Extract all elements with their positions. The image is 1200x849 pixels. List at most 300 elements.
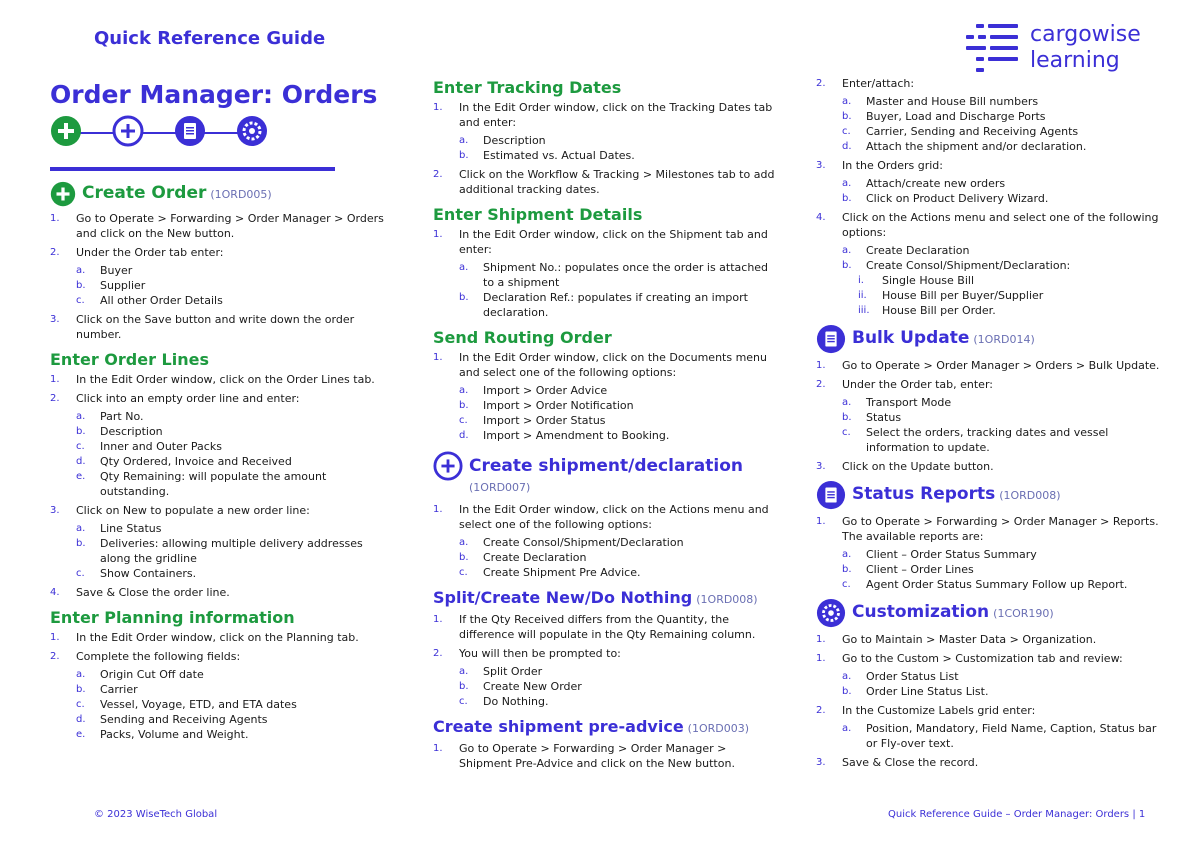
continued-steps [816,76,1161,318]
title-divider [50,167,335,171]
step-text: In the Edit Order window, click on the Tracking Dates tab and enter: [459,101,773,129]
plus-circle-icon [50,181,76,207]
sub-text: Import > Order Status [483,414,606,427]
gear-icon [236,115,268,147]
sub-letter: b. [842,111,852,122]
logo-bars-icon [966,24,1020,76]
sub-item [50,278,395,293]
list-item [433,350,778,443]
sub-list [842,176,1161,206]
custom-steps [816,632,1161,770]
step-text: Under the Order tab, enter: [842,378,993,391]
step-text: Click on the Update button. [842,460,994,473]
sub-sub-text: House Bill per Buyer/Supplier [882,289,1044,302]
step-text: Go to Operate > Order Manager > Orders > Bulk Update. [842,359,1160,372]
sub-list [459,535,778,580]
sub-letter: a. [76,265,86,276]
list-item [433,741,778,771]
sub-item [433,383,778,398]
sub-item [816,577,1161,592]
icon-row [50,115,270,153]
list-item [433,502,778,580]
shipment-details-steps [433,227,778,320]
step-text: In the Edit Order window, click on the Planning tab. [76,631,359,644]
sub-text: Vessel, Voyage, ETD, and ETA dates [100,698,297,711]
sub-item [816,684,1161,699]
sub-text: Qty Remaining: will populate the amount outstanding. [100,470,327,498]
section-code: (1COR190) [993,607,1054,620]
list-item [816,459,1161,474]
sub-list [842,243,1161,318]
section-code: (1ORD008) [999,489,1061,502]
sub-letter: c. [842,126,851,137]
step-text: In the Edit Order window, click on the Documents menu and select one of the following options: [459,351,768,379]
step-text: Save & Close the record. [842,756,979,769]
step-number: 2. [816,379,826,390]
list-item [433,100,778,163]
sub-item [816,176,1161,191]
step-text: Go to the Custom > Customization tab and review: [842,652,1123,665]
sub-text: Order Status List [866,670,959,683]
sub-item [433,694,778,709]
step-text: Click on the Workflow & Tracking > Milestones tab to add additional tracking dates. [459,168,775,196]
sub-text: Position, Mandatory, Field Name, Caption, Status bar or Fly-over text. [866,722,1157,750]
sub-text: Carrier, Sending and Receiving Agents [866,125,1079,138]
step-number: 1. [433,743,443,754]
sub-letter: a. [459,262,469,273]
sub-letter: b. [76,426,86,437]
section-title-text: Status Reports [852,484,996,504]
list-item [50,211,395,241]
sub-item [816,124,1161,139]
sub-letter: c. [76,568,85,579]
step-text: Click on the Actions menu and select one of the following options: [842,211,1159,239]
sub-letter: a. [459,537,469,548]
sub-letter: b. [76,280,86,291]
step-number: 1. [50,374,60,385]
sub-text: Buyer, Load and Discharge Ports [866,110,1046,123]
routing-steps [433,350,778,443]
step-number: 4. [816,212,826,223]
sub-text: Origin Cut Off date [100,668,204,681]
sub-letter: b. [76,538,86,549]
list-item [816,358,1161,373]
list-item [50,503,395,581]
step-number: 4. [50,587,60,598]
step-text: Click on New to populate a new order line: [76,504,310,517]
section-order-lines-title: Enter Order Lines [50,350,209,369]
sub-item [50,712,395,727]
document-icon [816,324,846,354]
sub-item [433,398,778,413]
step-number: 1. [433,614,443,625]
sub-item [433,260,778,290]
section-create-shipment-head [433,451,778,481]
section-title-text: Split/Create New/Do Nothing [433,588,693,607]
sub-sub-item [816,273,1161,288]
sub-letter: e. [76,729,86,740]
sub-item [433,550,778,565]
sub-item [816,721,1161,751]
create-shipment-steps [433,502,778,580]
gear-icon [816,598,846,628]
step-text: Enter/attach: [842,77,915,90]
section-title-text: Customization [852,602,990,622]
sub-list [842,395,1161,455]
step-number: 2. [50,651,60,662]
sub-letter: c. [459,415,468,426]
sub-letter: c. [842,427,851,438]
section-create-order-head [50,181,395,207]
sub-letter: d. [459,430,469,441]
sub-item [816,669,1161,684]
section-status-head [816,480,1161,510]
sub-letter: c. [459,567,468,578]
sub-item [50,697,395,712]
step-text: Click into an empty order line and enter: [76,392,300,405]
sub-text: Split Order [483,665,543,678]
sub-letter: a. [459,666,469,677]
step-text: In the Edit Order window, click on the Order Lines tab. [76,373,375,386]
sub-list [76,409,395,499]
sub-text: Status [866,411,902,424]
sub-item [50,454,395,469]
planning-steps [50,630,395,742]
sub-text: Deliveries: allowing multiple delivery addresses along the gridline [100,537,363,565]
order-lines-steps [50,372,395,600]
step-number: 1. [433,352,443,363]
step-text: You will then be prompted to: [459,647,621,660]
section-split-title [433,588,778,609]
step-text: Save & Close the order line. [76,586,230,599]
section-title-text: Create shipment pre-advice [433,717,684,736]
sub-item [50,727,395,742]
sub-item [50,667,395,682]
section-title: Create shipment/declaration [469,456,744,476]
sub-list [459,664,778,709]
step-number: 1. [816,653,826,664]
sub-text: Create New Order [483,680,582,693]
sub-text: Inner and Outer Packs [100,440,222,453]
section-custom-head [816,598,1161,628]
sub-item [433,565,778,580]
step-number: 1. [816,516,826,527]
sub-text: Create Declaration [483,551,587,564]
sub-letter: a. [459,135,469,146]
section-tracking-title: Enter Tracking Dates [433,78,622,97]
roman-numeral: i. [858,275,864,286]
sub-item [50,469,395,499]
sub-list [842,721,1161,751]
section-title-text: Create Order [82,183,207,203]
create-order-steps [50,211,395,342]
step-text: Under the Order tab enter: [76,246,224,259]
sub-item [433,664,778,679]
sub-letter: a. [842,96,852,107]
section-title-text: Bulk Update [852,328,970,348]
list-item [50,245,395,308]
sub-text: Agent Order Status Summary Follow up Report. [866,578,1128,591]
sub-text: Order Line Status List. [866,685,989,698]
section-bulk-head [816,324,1161,354]
step-number: 2. [433,169,443,180]
sub-text: Create Consol/Shipment/Declaration [483,536,684,549]
sub-text: Transport Mode [866,396,952,409]
sub-list [76,667,395,742]
sub-text: Attach/create new orders [866,177,1006,190]
plus-circle-icon [50,115,82,147]
sub-letter: c. [76,441,85,452]
step-text: In the Edit Order window, click on the Actions menu and select one of the following options: [459,503,769,531]
step-number: 1. [816,360,826,371]
sub-list [76,263,395,308]
list-item [816,651,1161,699]
page-title: Order Manager: Orders [50,80,378,109]
step-number: 2. [816,78,826,89]
footer-page-label: Quick Reference Guide – Order Manager: Orders | 1 [888,809,1146,820]
sub-text: Import > Order Advice [483,384,608,397]
sub-letter: a. [842,671,852,682]
document-icon [174,115,206,147]
sub-item [433,428,778,443]
sub-text: Estimated vs. Actual Dates. [483,149,635,162]
icon-connector-line [64,132,254,134]
step-number: 1. [50,213,60,224]
sub-text: Import > Order Notification [483,399,634,412]
list-item [816,158,1161,206]
sub-item [816,243,1161,258]
bulk-steps [816,358,1161,474]
sub-text: Declaration Ref.: populates if creating an import declaration. [483,291,748,319]
step-number: 3. [816,160,826,171]
section-title [82,183,272,205]
section-title [852,484,1061,506]
sub-item [816,410,1161,425]
sub-text: Create Shipment Pre Advice. [483,566,641,579]
list-item [50,585,395,600]
roman-numeral: ii. [858,290,867,301]
sub-item [50,682,395,697]
step-number: 3. [816,757,826,768]
list-item [816,703,1161,751]
step-number: 1. [50,632,60,643]
step-text: Complete the following fields: [76,650,241,663]
sub-sub-text: House Bill per Order. [882,304,996,317]
sub-letter: e. [76,471,86,482]
step-number: 1. [816,634,826,645]
section-code: (1ORD003) [687,722,750,735]
sub-letter: c. [76,699,85,710]
section-routing-title: Send Routing Order [433,328,612,347]
sub-item [433,290,778,320]
sub-list [842,94,1161,154]
sub-list [459,133,778,163]
sub-item [433,133,778,148]
step-number: 1. [433,229,443,240]
step-text: In the Edit Order window, click on the Shipment tab and enter: [459,228,768,256]
list-item [50,630,395,645]
sub-item [816,139,1161,154]
step-number: 3. [50,505,60,516]
logo-wordmark [1030,22,1141,74]
sub-sub-item [816,303,1161,318]
sub-letter: c. [76,295,85,306]
sub-text: Shipment No.: populates once the order is attached to a shipment [483,261,769,289]
sub-letter: a. [76,669,86,680]
list-item [433,646,778,709]
column-2 [433,78,778,775]
sub-item [816,258,1161,318]
section-code: (1ORD007) [469,481,531,494]
sub-letter: b. [459,552,469,563]
sub-text: Click on Product Delivery Wizard. [866,192,1049,205]
sub-item [433,413,778,428]
list-item [433,612,778,642]
sub-letter: a. [842,549,852,560]
sub-text: Line Status [100,522,162,535]
step-text: Go to Operate > Forwarding > Order Manager > Reports. The available reports are: [842,515,1159,543]
sub-letter: b. [842,564,852,575]
sub-text: All other Order Details [100,294,223,307]
list-item [816,514,1161,592]
sub-letter: d. [76,714,86,725]
sub-letter: b. [842,412,852,423]
sub-text: Do Nothing. [483,695,549,708]
section-code: (1ORD014) [973,333,1035,346]
list-item [433,227,778,320]
sub-text: Create Declaration [866,244,970,257]
sub-text: Client – Order Status Summary [866,548,1037,561]
section-pre-advice-title [433,717,778,738]
section-shipment-details-title: Enter Shipment Details [433,205,643,224]
sub-text: Client – Order Lines [866,563,974,576]
section-title [852,602,1054,624]
sub-item [50,521,395,536]
step-number: 2. [433,648,443,659]
step-text: If the Qty Received differs from the Quantity, the difference will populate in the Qty Remaining column. [459,613,756,641]
sub-item [50,536,395,566]
section-planning-title: Enter Planning information [50,608,295,627]
split-steps [433,612,778,709]
sub-item [816,395,1161,410]
sub-list [459,383,778,443]
step-number: 3. [50,314,60,325]
list-item [816,210,1161,318]
sub-letter: b. [842,193,852,204]
step-text: Click on the Save button and write down the order number. [76,313,355,341]
sub-item [816,547,1161,562]
sub-item [816,109,1161,124]
sub-letter: a. [459,385,469,396]
sub-item [50,409,395,424]
header-title: Quick Reference Guide [94,28,326,49]
sub-letter: d. [76,456,86,467]
list-item [816,377,1161,455]
step-number: 2. [50,247,60,258]
sub-list [459,260,778,320]
sub-item [816,425,1161,455]
sub-item [50,293,395,308]
sub-item [50,566,395,581]
sub-letter: a. [842,723,852,734]
sub-letter: b. [459,681,469,692]
sub-letter: d. [842,141,852,152]
sub-item [433,679,778,694]
sub-letter: b. [459,292,469,303]
list-item [816,632,1161,647]
list-item [50,391,395,499]
list-item [50,312,395,342]
sub-text: Attach the shipment and/or declaration. [866,140,1087,153]
sub-text: Supplier [100,279,146,292]
sub-letter: c. [459,696,468,707]
sub-text: Create Consol/Shipment/Declaration: [866,259,1071,272]
sub-text: Description [100,425,163,438]
step-text: Go to Operate > Forwarding > Order Manager > Shipment Pre-Advice and click on the New button. [459,742,735,770]
logo-line-1: cargowise [1030,22,1141,47]
list-item [50,372,395,387]
sub-sub-list [858,273,1161,318]
sub-item [816,191,1161,206]
sub-item [50,263,395,278]
document-icon [816,480,846,510]
step-number: 1. [433,102,443,113]
sub-letter: a. [842,178,852,189]
section-title [852,328,1035,350]
sub-list [76,521,395,581]
list-item [50,649,395,742]
sub-text: Select the orders, tracking dates and vessel information to update. [866,426,1109,454]
sub-letter: b. [459,400,469,411]
sub-item [50,424,395,439]
sub-text: Sending and Receiving Agents [100,713,268,726]
step-number: 2. [50,393,60,404]
sub-text: Description [483,134,546,147]
sub-text: Import > Amendment to Booking. [483,429,670,442]
sub-text: Packs, Volume and Weight. [100,728,249,741]
sub-text: Qty Ordered, Invoice and Received [100,455,292,468]
step-number: 2. [816,705,826,716]
sub-letter: b. [459,150,469,161]
sub-list [842,547,1161,592]
logo-line-2: learning [1030,48,1120,73]
sub-sub-item [816,288,1161,303]
sub-item [433,535,778,550]
sub-letter: b. [842,686,852,697]
sub-letter: a. [842,245,852,256]
step-number: 3. [816,461,826,472]
sub-list [842,669,1161,699]
sub-text: Show Containers. [100,567,197,580]
status-steps [816,514,1161,592]
sub-text: Part No. [100,410,144,423]
sub-item [433,148,778,163]
step-text: Go to Maintain > Master Data > Organization. [842,633,1097,646]
step-text: Go to Operate > Forwarding > Order Manager > Orders and click on the New button. [76,212,384,240]
sub-letter: a. [76,411,86,422]
sub-item [816,562,1161,577]
sub-letter: c. [842,579,851,590]
section-code: (1ORD008) [696,593,758,606]
sub-text: Carrier [100,683,138,696]
column-3 [816,76,1161,774]
sub-item [50,439,395,454]
section-code: (1ORD005) [210,188,272,201]
list-item [816,755,1161,770]
step-number: 1. [433,504,443,515]
list-item [816,76,1161,154]
sub-sub-text: Single House Bill [882,274,974,287]
